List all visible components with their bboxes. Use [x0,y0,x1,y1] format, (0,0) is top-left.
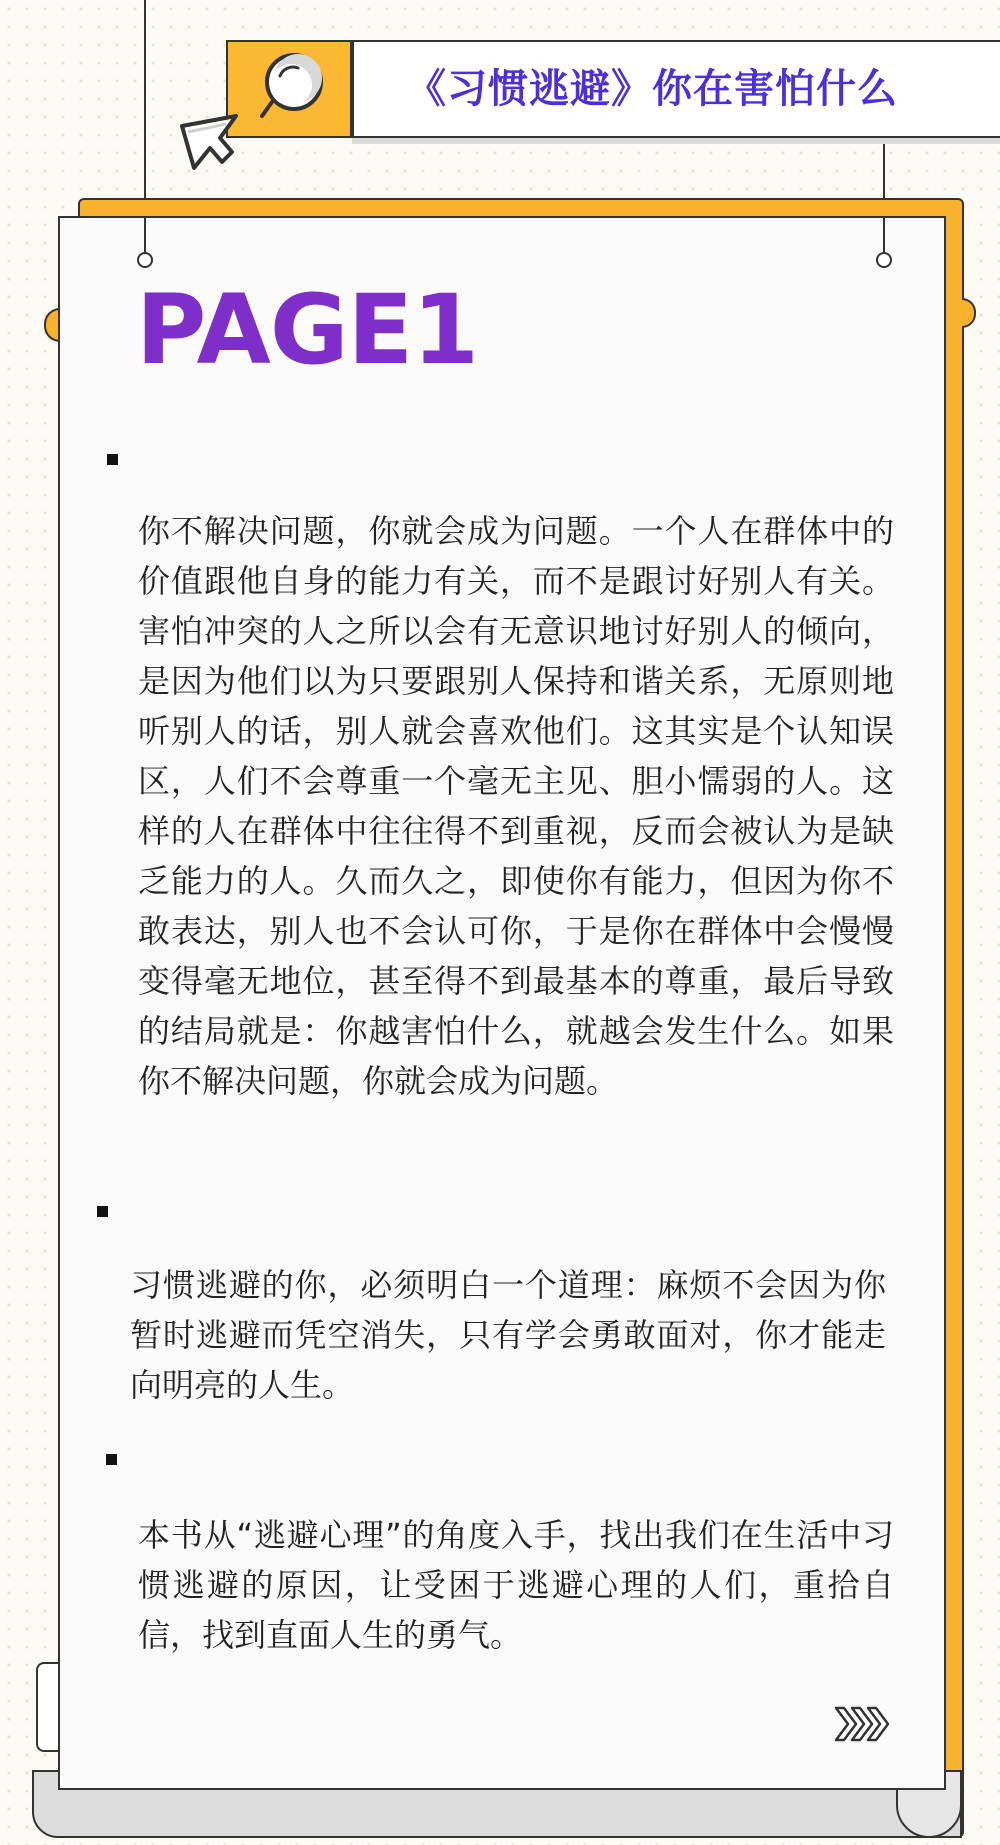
triple-chevron-right-icon [832,1704,898,1744]
section-bullet [107,454,118,465]
magnifier-icon [228,42,350,136]
book-title: 《习惯逃避》你在害怕什么 [406,66,898,112]
paragraph-3: 本书从“逃避心理”的角度入手，找出我们在生活中习惯逃避的原因，让受困于逃避心理的人们，重拾自信，找到直面人生的勇气。 [138,1516,894,1654]
pin-right [876,252,892,268]
section-bullet [106,1454,117,1465]
paragraph-1: 你不解决问题，你就会成为问题。一个人在群体中的价值跟他自身的能力有关，而不是跟讨好别人有关。害怕冲突的人之所以会有无意识地讨好别人的倾向，是因为他们以为只要跟别人保持和谐关系，无原则地听别人的话，别人就会喜欢他们。这其实是个认知误区，人们不会尊重一个毫无主见、胆小懦弱的人。这样的人在群体中往往得不到重视，反而会被认为是缺乏能力的人。久而久之，即使你有能力，但因为你不敢表达，别人也不会认可你，于是你在群体中会慢慢变得毫无地位，甚至得不到最基本的尊重，最后导致的结局就是：你越害怕什么，就越会发生什么。如果你不解决问题，你就会成为问题。 [138,512,894,1100]
line-join-right [883,216,885,252]
title-bar [352,40,1000,138]
cursor-arrow-icon [174,112,244,182]
line-join-left [144,216,146,252]
page-label: PAGE1 [136,274,479,386]
pin-left [137,252,153,268]
paragraph-2: 习惯逃避的你，必须明白一个道理：麻烦不会因为你暂时逃避而凭空消失，只有学会勇敢面对，你才能走向明亮的人生。 [130,1266,886,1404]
paper-tab-right [962,298,976,328]
section-bullet [97,1206,108,1217]
title-icon-box [226,40,352,138]
